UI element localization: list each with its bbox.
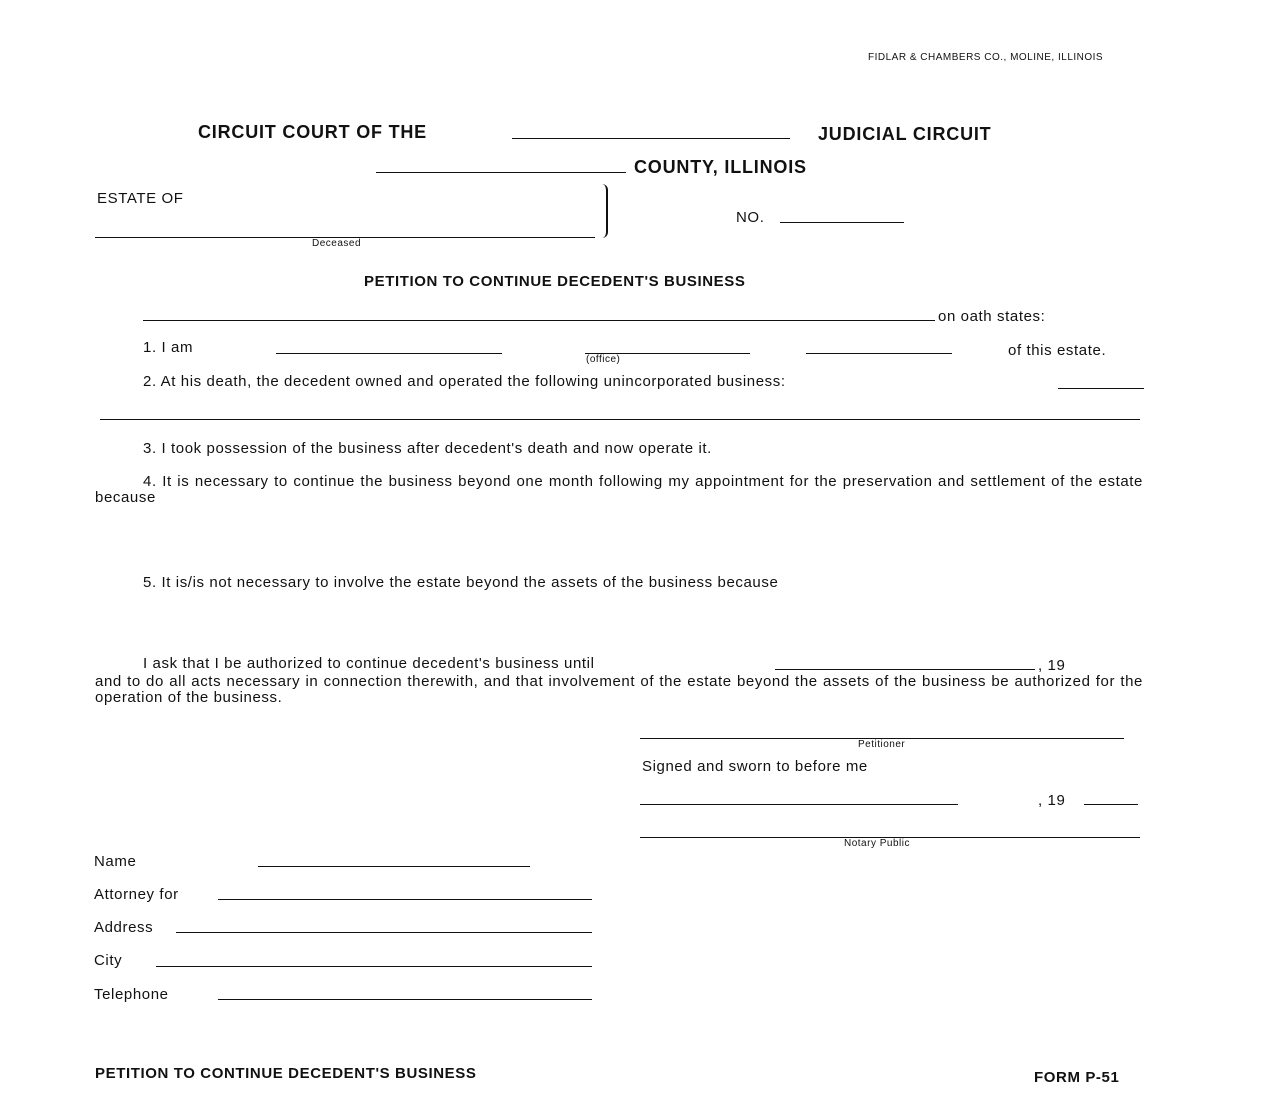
court-heading-prefix: CIRCUIT COURT OF THE — [198, 122, 427, 142]
telephone-field[interactable] — [218, 999, 592, 1000]
continue-until-date-field[interactable] — [775, 669, 1035, 670]
form-title: PETITION TO CONTINUE DECEDENT'S BUSINESS — [364, 273, 746, 290]
city-field[interactable] — [156, 966, 592, 967]
address-label: Address — [94, 919, 154, 936]
county-field[interactable] — [376, 172, 626, 173]
address-field[interactable] — [176, 932, 592, 933]
deceased-label: Deceased — [312, 238, 362, 249]
court-heading-suffix: JUDICIAL CIRCUIT — [818, 124, 992, 144]
paragraph-1-label: 1. I am — [143, 339, 194, 356]
sworn-year-label: , 19 — [1038, 792, 1066, 809]
business-field-1[interactable] — [1058, 388, 1144, 389]
sworn-text: Signed and sworn to before me — [642, 758, 868, 775]
request-line-1: I ask that I be authorized to continue decedent's business until — [143, 655, 595, 672]
printer-credit: FIDLAR & CHAMBERS CO., MOLINE, ILLINOIS — [868, 52, 1104, 63]
footer-title: PETITION TO CONTINUE DECEDENT'S BUSINESS — [95, 1065, 477, 1082]
attorney-for-label: Attorney for — [94, 886, 179, 903]
sworn-date-field[interactable] — [640, 804, 958, 805]
case-number-label: NO. — [736, 209, 765, 226]
county-heading: COUNTY, ILLINOIS — [634, 157, 807, 177]
circuit-number-field[interactable] — [512, 138, 790, 139]
paragraph-4: 4. It is necessary to continue the business beyond one month following my appointment for the preservation and settlement of the estate because — [95, 473, 1143, 506]
estate-of-label: ESTATE OF — [97, 190, 184, 207]
petitioner-name-field[interactable] — [143, 320, 935, 321]
request-year-label: , 19 — [1038, 657, 1066, 674]
notary-label: Notary Public — [844, 838, 910, 849]
paragraph-2: 2. At his death, the decedent owned and operated the following unincorporated business: — [143, 373, 786, 390]
paragraph-5: 5. It is/is not necessary to involve the estate beyond the assets of the business because — [143, 574, 779, 591]
request-year-field[interactable] — [1080, 669, 1130, 670]
attorney-name-field[interactable] — [258, 866, 530, 867]
telephone-label: Telephone — [94, 986, 169, 1003]
office-extra-field[interactable] — [806, 353, 952, 354]
request-continuation: and to do all acts necessary in connection therewith, and that involvement of the estate beyond the assets of the business be authorized for the operation of the business. — [95, 673, 1143, 706]
petitioner-label: Petitioner — [858, 739, 906, 750]
city-label: City — [94, 952, 123, 969]
paragraph-3: 3. I took possession of the business after decedent's death and now operate it. — [143, 440, 712, 457]
attorney-for-field[interactable] — [218, 899, 592, 900]
case-number-field[interactable] — [780, 222, 904, 223]
oath-text: on oath states: — [938, 308, 1046, 325]
form-number: FORM P-51 — [1034, 1069, 1120, 1086]
paragraph-1-end: of this estate. — [1008, 342, 1107, 359]
office-label: (office) — [586, 354, 621, 365]
business-field-2[interactable] — [100, 419, 1140, 420]
petitioner-name-line[interactable] — [276, 353, 502, 354]
sworn-year-field[interactable] — [1084, 804, 1138, 805]
attorney-name-label: Name — [94, 853, 137, 870]
caption-brace — [598, 184, 608, 238]
